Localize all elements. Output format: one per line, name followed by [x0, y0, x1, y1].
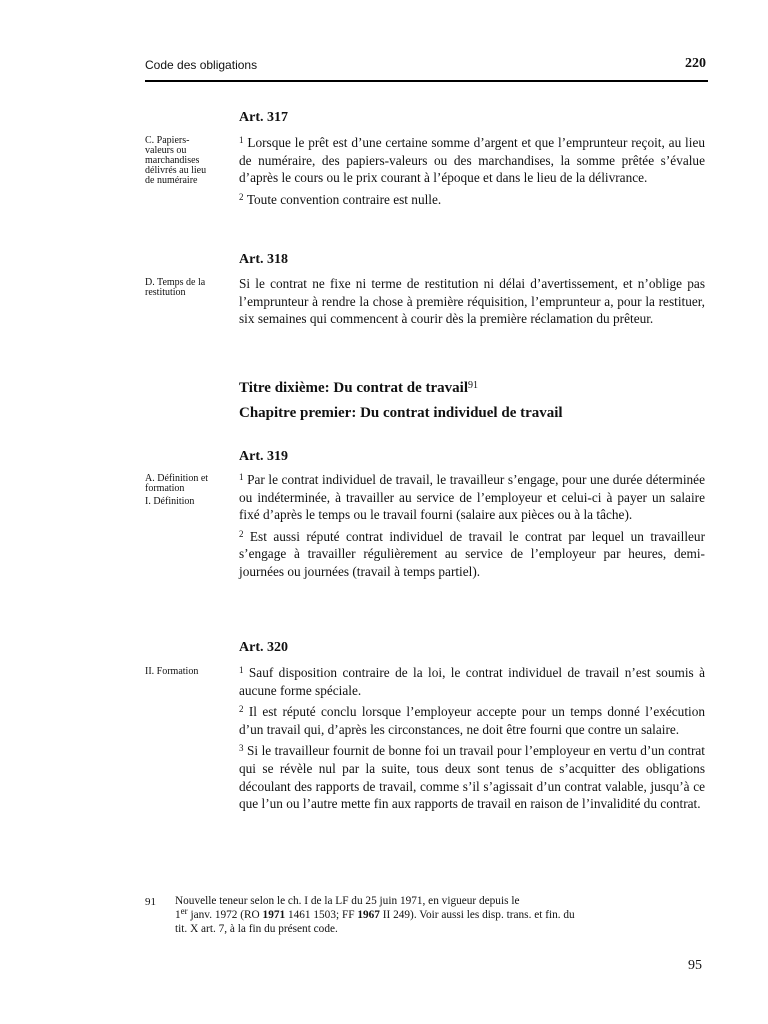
art-319-heading: Art. 319	[239, 449, 288, 464]
running-header	[145, 56, 707, 78]
footnote-text	[175, 894, 715, 936]
paragraph-number: 1	[239, 472, 244, 482]
footnote-fragment: 1461 1503; FF	[285, 909, 358, 921]
art-317-heading: Art. 317	[239, 110, 288, 125]
footnote-line: tit. X art. 7, à la fin du présent code.	[175, 923, 338, 935]
paragraph-text: Si le contrat ne fixe ni terme de restitution ni délai d’avertissement, et n’oblige pas l’emprunteur à rendre la chose à première réquisition, l’emprunteur a, pour la restituer, six semaines qui commencent à courir dès la première réclamation du prêteur.	[239, 276, 705, 327]
art-318-heading: Art. 318	[239, 252, 288, 267]
paragraph	[239, 742, 705, 812]
art-320-body	[239, 664, 705, 813]
art-320-heading: Art. 320	[239, 640, 288, 655]
footnote-fragment: II 249). Voir aussi les disp. trans. et fin. du	[379, 909, 575, 921]
header-rule	[145, 80, 708, 82]
paragraph-number: 2	[239, 704, 244, 715]
footnote-fragment: er	[180, 906, 188, 916]
footnote-line: Nouvelle teneur selon le ch. I de la LF du 25 juin 1971, en vigueur depuis le	[175, 895, 520, 907]
art-317-margin-note	[145, 136, 230, 186]
footnote-fragment: 1	[175, 909, 181, 921]
footnote-number: 91	[145, 896, 156, 908]
note-line: formation	[145, 483, 185, 494]
title-text: Titre dixième: Du contrat de travail	[239, 380, 468, 396]
note-line: délivrés au lieu	[145, 165, 207, 176]
note-line: valeurs ou	[145, 145, 187, 156]
title-heading	[239, 380, 478, 397]
paragraph	[239, 664, 705, 699]
footnote-ref: 91	[467, 380, 478, 391]
note-line: D. Temps de la	[145, 277, 206, 288]
paragraph-text: Est aussi réputé contrat individuel de travail le contrat par lequel un travailleur s’engage à travailler régulièrement au service de l’employeur par heures, demi-journées ou journées (travail à temps partiel).	[239, 528, 705, 579]
note-line: de numéraire	[145, 175, 198, 186]
art-318-body	[239, 275, 705, 328]
footnote-line	[175, 908, 715, 922]
paragraph-text: Lorsque le prêt est d’une certaine somme d’argent et que l’emprunteur reçoit, au lieu de numéraire, des papiers-valeurs ou des marchandises, la somme prêtée s’évalue d’après le cours ou le prix courant à l’époque et dans le lieu de la délivrance.	[239, 135, 705, 186]
art-317-body	[239, 134, 705, 208]
note-line: restitution	[145, 287, 186, 298]
paragraph-text: Sauf disposition contraire de la loi, le contrat individuel de travail n’est soumis à aucune forme spéciale.	[239, 665, 705, 698]
art-320-margin-note	[145, 667, 230, 677]
paragraph	[239, 528, 705, 581]
paragraph-number: 1	[239, 135, 244, 145]
header-title: Code des obligations	[145, 58, 258, 72]
note-line: I. Définition	[145, 496, 195, 507]
footnote-fragment: 1971	[262, 909, 286, 921]
paragraph-number: 1	[239, 665, 244, 675]
note-line: II. Formation	[145, 666, 199, 677]
chapter-heading: Chapitre premier: Du contrat individuel de travail	[239, 405, 563, 421]
note-line: marchandises	[145, 155, 200, 166]
paragraph-number: 2	[239, 191, 244, 202]
paragraph-text: Il est réputé conclu lorsque l’employeur accepte pour un temps donné l’exécution d’un travail qui, d’après les circonstances, ne doit être fourni que contre un salaire.	[239, 704, 706, 737]
paragraph-text: Par le contrat individuel de travail, le travailleur s’engage, pour une durée déterminée ou indéterminée, à travailler au service de l’employeur et celui-ci à payer un salaire fixé d’après le temps ou le travail fourni (salaire aux pièces ou à la tâche).	[239, 472, 705, 523]
footnote-fragment: janv. 1972 (RO	[187, 909, 263, 921]
paragraph	[239, 134, 705, 187]
paragraph-number: 2	[239, 528, 244, 539]
art-319-body	[239, 471, 705, 581]
paragraph-number: 3	[239, 743, 244, 754]
footnote-fragment: 1967	[357, 909, 380, 921]
paragraph-text: Si le travailleur fournit de bonne foi un travail pour l’employeur en vertu d’un contrat qui se révèle nul par la suite, tous deux sont tenus de s’acquitter des obligations découlant des rapports de travail, comme s’il s’agissait d’un contrat valable, jusqu’à ce que l’un ou l’autre mette fin aux rapports de travail en raison de l’invalidité du contrat.	[239, 743, 705, 812]
header-page-ref: 220	[685, 56, 706, 71]
note-line: A. Définition et	[145, 473, 209, 484]
paragraph-text: Toute convention contraire est nulle.	[246, 191, 442, 207]
note-line: C. Papiers-	[145, 135, 190, 146]
art-318-margin-note	[145, 278, 230, 298]
paragraph	[239, 275, 705, 328]
art-319-margin-note	[145, 474, 230, 507]
paragraph	[239, 191, 705, 209]
paragraph	[239, 471, 705, 524]
page-number: 95	[688, 958, 702, 973]
paragraph	[239, 703, 705, 738]
